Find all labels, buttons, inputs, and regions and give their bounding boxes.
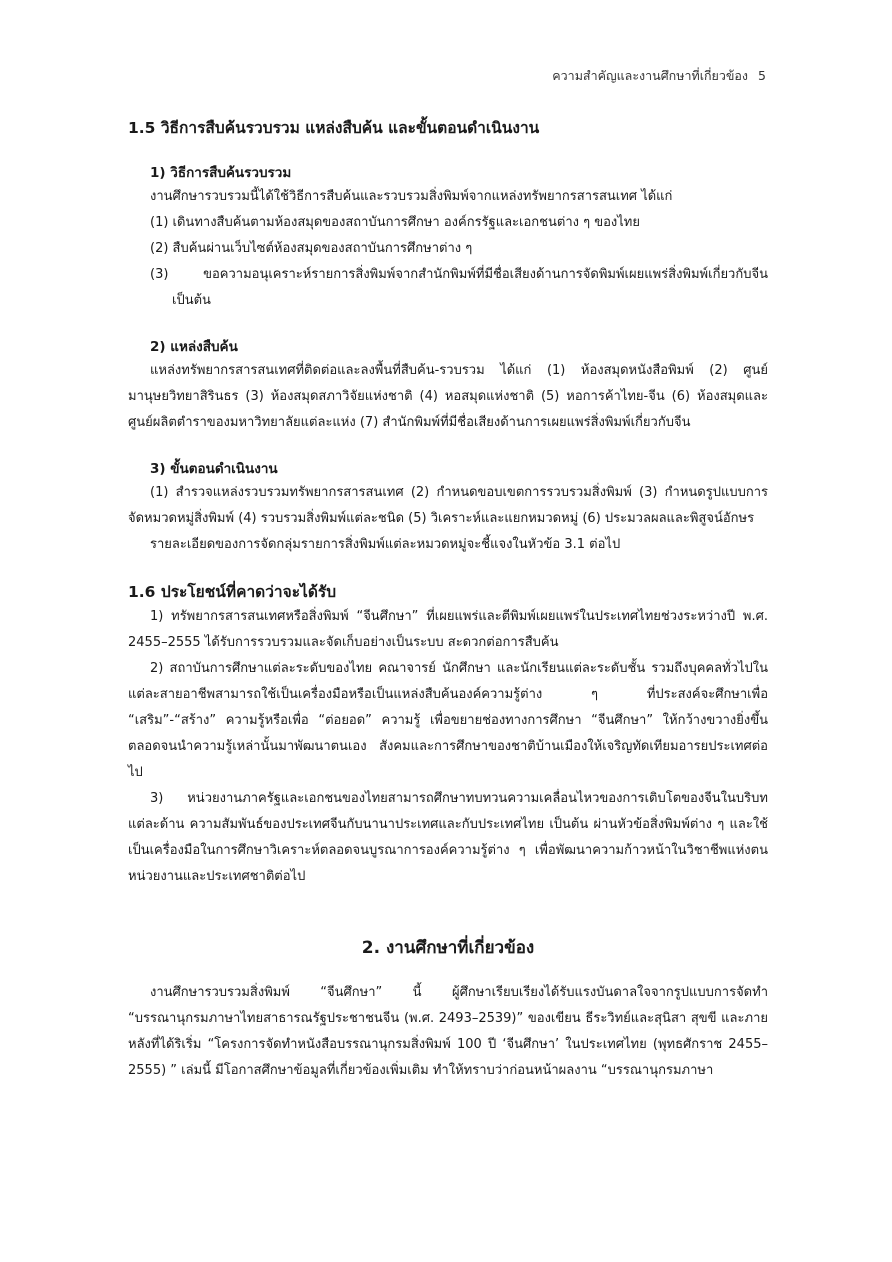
methods-item-3: (3) ขอความอนุเคราะห์รายการสิ่งพิมพ์จากสำนักพิมพ์ที่มีชื่อเสียงด้านการจัดพิมพ์เผยแพร่สิ่งพิมพ์เกี่ยวกับจีน เป็นต้น [150,267,768,308]
page-content [128,116,768,1084]
sources-body: แหล่งทรัพยากรสารสนเทศที่ติดต่อและลงพื้นที่สืบค้น-รวบรวม ได้แก่ (1) ห้องสมุดหนังสือพิมพ์ (2) ศูนย์มานุษยวิทยาสิรินธร (3) ห้องสมุดสภาวิจัยแห่งชาติ (4) หอสมุดแห่งชาติ (5) หอการค้าไทย-จีน (6) ห้องสมุดและศูนย์ผลิตตำราของมหาวิทยาลัยแต่ละแห่ง (7) สำนักพิมพ์ที่มีชื่อเสียงด้านการเผยแพร่สิ่งพิมพ์เกี่ยวกับจีน [128,363,768,430]
methods-item-1: (1) เดินทางสืบค้นตามห้องสมุดของสถาบันการศึกษา องค์กรรัฐและเอกชนต่าง ๆ ของไทย [150,215,640,230]
benefit-point-3: 3) หน่วยงานภาครัฐและเอกชนของไทยสามารถศึกษาทบทวนความเคลื่อนไหวของการเติบโตของจีนในบริบทแต่ละด้าน ความสัมพันธ์ของประเทศจีนกับนานาประเทศและกับประเทศไทย เป็นต้น ผ่านหัวข้อสิ่งพิมพ์ต่าง ๆ และใช้เป็นเครื่องมือในการศึกษาวิเคราะห์ตลอดจนบูรณาการองค์ความรู้ต่าง ๆ เพื่อพัฒนาความก้าวหน้าในวิชาชีพแห่งตน หน่วยงานและประเทศชาติต่อไป [128,791,768,884]
steps-body: (1) สำรวจแหล่งรวบรวมทรัพยากรสารสนเทศ (2) กำหนดขอบเขตการรวบรวมสิ่งพิมพ์ (3) กำหนดรูปแบบการจัดหมวดหมู่สิ่งพิมพ์ (4) รวบรวมสิ่งพิมพ์แต่ละชนิด (5) วิเคราะห์และแยกหมวดหมู่ (6) ประมวลผลและพิสูจน์อักษร [128,485,768,526]
page-number: 5 [758,68,766,83]
methods-item-2: (2) สืบค้นผ่านเว็บไซต์ห้องสมุดของสถาบันการศึกษาต่าง ๆ [150,241,473,256]
benefit-point-1: 1) ทรัพยากรสารสนเทศหรือสิ่งพิมพ์ “จีนศึกษา” ที่เผยแพร่และตีพิมพ์เผยแพร่ในประเทศไทยช่วงระหว่างปี พ.ศ. 2455–2555 ได้รับการรวบรวมและจัดเก็บอย่างเป็นระบบ สะดวกต่อการสืบค้น [128,609,768,650]
section-1-6-title: 1.6 ประโยชน์ที่คาดว่าจะได้รับ [128,583,337,601]
steps-note: รายละเอียดของการจัดกลุ่มรายการสิ่งพิมพ์แต่ละหมวดหมู่จะชี้แจงในหัวข้อ 3.1 ต่อไป [150,537,621,552]
subsection-methods-title: 1) วิธีการสืบค้นรวบรวม [150,165,292,181]
section-1-5-title: 1.5 วิธีการสืบค้นรวบรวม แหล่งสืบค้น และขั้นตอนดำเนินงาน [128,119,540,137]
methods-intro: งานศึกษารวบรวมนี้ได้ใช้วิธีการสืบค้นและรวบรวมสิ่งพิมพ์จากแหล่งทรัพยากรสารสนเทศ ได้แก่ [150,189,673,204]
benefit-point-2: 2) สถาบันการศึกษาแต่ละระดับของไทย คณาจารย์ นักศึกษา และนักเรียนแต่ละระดับชั้น รวมถึงบุคคลทั่วไปในแต่ละสายอาชีพสามารถใช้เป็นเครื่องมือหรือเป็นแหล่งสืบค้นองค์ความรู้ต่าง ๆ ที่ประสงค์จะศึกษาเพื่อ “เสริม”-“สร้าง” ความรู้หรือเพื่อ “ต่อยอด” ความรู้ เพื่อขยายช่องทางการศึกษา “จีนศึกษา” ให้กว้างขวางยิ่งขึ้น ตลอดจนนำความรู้เหล่านั้นมาพัฒนาตนเอง สังคมและการศึกษาของชาติบ้านเมืองให้เจริญทัดเทียมอารยประเทศต่อไป [128,661,768,780]
related-studies-body: งานศึกษารวบรวมสิ่งพิมพ์ “จีนศึกษา” นี้ ผู้ศึกษาเรียบเรียงได้รับแรงบันดาลใจจากรูปแบบการจัดทำ “บรรณานุกรมภาษาไทยสาธารณรัฐประชาชนจีน (พ.ศ. 2493–2539)” ของเขียน ธีระวิทย์และสุนิสา สุขขี และภายหลังที่ได้ริเริ่ม “โครงการจัดทำหนังสือบรรณานุกรมสิ่งพิมพ์ 100 ปี ‘จีนศึกษา’ ในประเทศไทย (พุทธศักราช 2455–2555) ” เล่มนี้ มีโอกาสศึกษาข้อมูลที่เกี่ยวข้องเพิ่มเติม ทำให้ทราบว่าก่อนหน้าผลงาน “บรรณานุกรมภาษา [128,985,768,1078]
running-header [552,66,766,86]
running-title: ความสำคัญและงานศึกษาที่เกี่ยวข้อง [552,68,749,83]
section-2-title: 2. งานศึกษาที่เกี่ยวข้อง [361,938,535,958]
subsection-steps-title: 3) ขั้นตอนดำเนินงาน [150,461,278,477]
subsection-sources-title: 2) แหล่งสืบค้น [150,339,238,355]
